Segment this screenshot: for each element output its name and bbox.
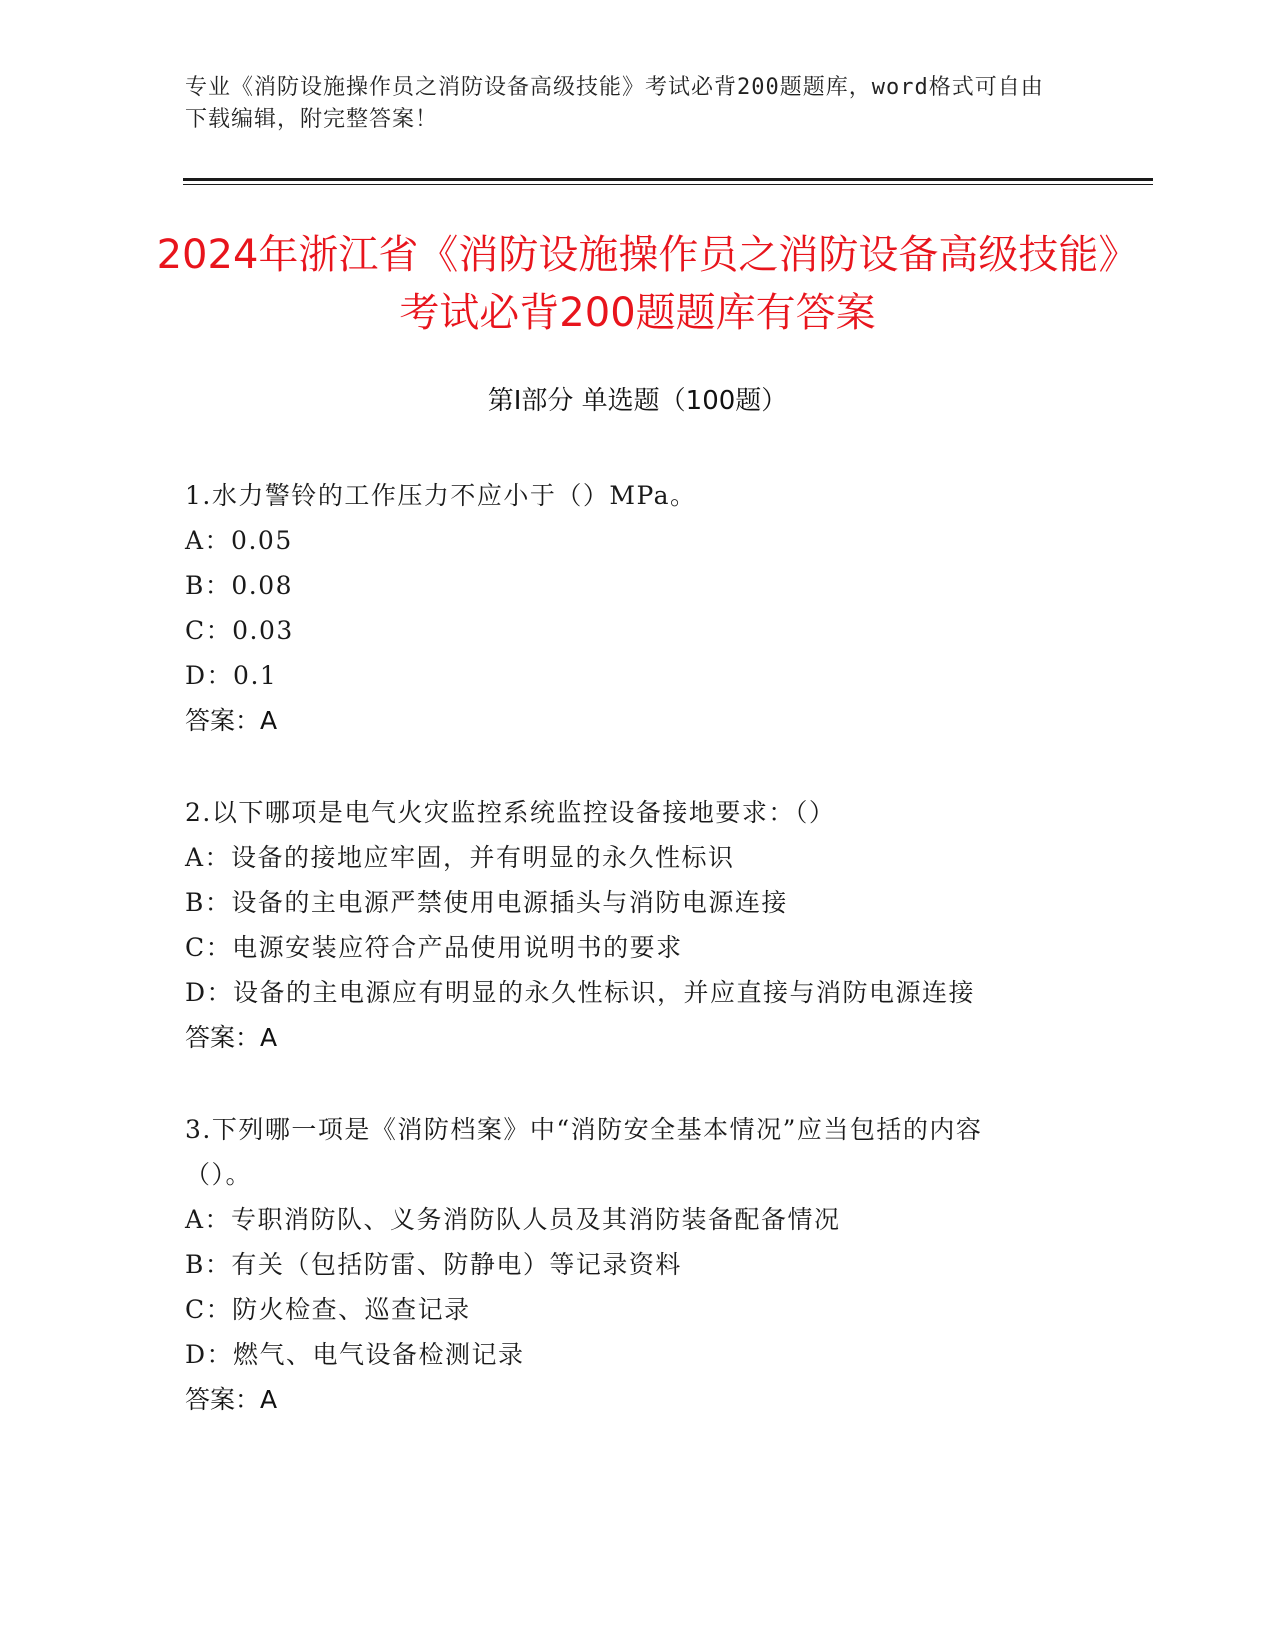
document-title: 2024年浙江省《消防设施操作员之消防设备高级技能》考试必背200题题库有答案: [156, 232, 1119, 336]
option-c: C：电源安装应符合产品使用说明书的要求: [185, 933, 683, 962]
option-a: A：专职消防队、义务消防队人员及其消防装备配备情况: [185, 1205, 841, 1234]
question-1: [185, 473, 1085, 743]
option-d: D：设备的主电源应有明显的永久性标识，并应直接与消防电源连接: [185, 978, 976, 1007]
answer-line: 答案：A: [185, 1385, 278, 1414]
section-heading: 第I部分 单选题（100题）: [487, 386, 788, 416]
question-stem: 1.水力警铃的工作压力不应小于（）MPa。: [185, 481, 697, 510]
question-stem: 3.下列哪一项是《消防档案》中“消防安全基本情况”应当包括的内容（）。: [185, 1115, 983, 1189]
answer-line: 答案：A: [185, 706, 278, 735]
option-d: D：燃气、电气设备检测记录: [185, 1340, 525, 1369]
option-c: C：防火检查、巡查记录: [185, 1295, 471, 1324]
header-divider-thick: [183, 178, 1153, 181]
option-b: B：0.08: [185, 571, 294, 600]
option-b: B：设备的主电源严禁使用电源插头与消防电源连接: [185, 888, 788, 917]
question-2: [185, 790, 1085, 1060]
header-note: 专业《消防设施操作员之消防设备高级技能》考试必背200题题库，word格式可自由下载编辑，附完整答案！: [185, 75, 1044, 132]
question-stem: 2.以下哪项是电气火灾监控系统监控设备接地要求：（）: [185, 798, 836, 827]
option-a: A：设备的接地应牢固，并有明显的永久性标识: [185, 843, 735, 872]
answer-line: 答案：A: [185, 1023, 278, 1052]
option-a: A：0.05: [185, 526, 293, 555]
option-b: B：有关（包括防雷、防静电）等记录资料: [185, 1250, 682, 1279]
header-divider-thin: [183, 184, 1153, 185]
question-3: [185, 1107, 1085, 1422]
option-d: D：0.1: [185, 661, 278, 690]
option-c: C：0.03: [185, 616, 294, 645]
